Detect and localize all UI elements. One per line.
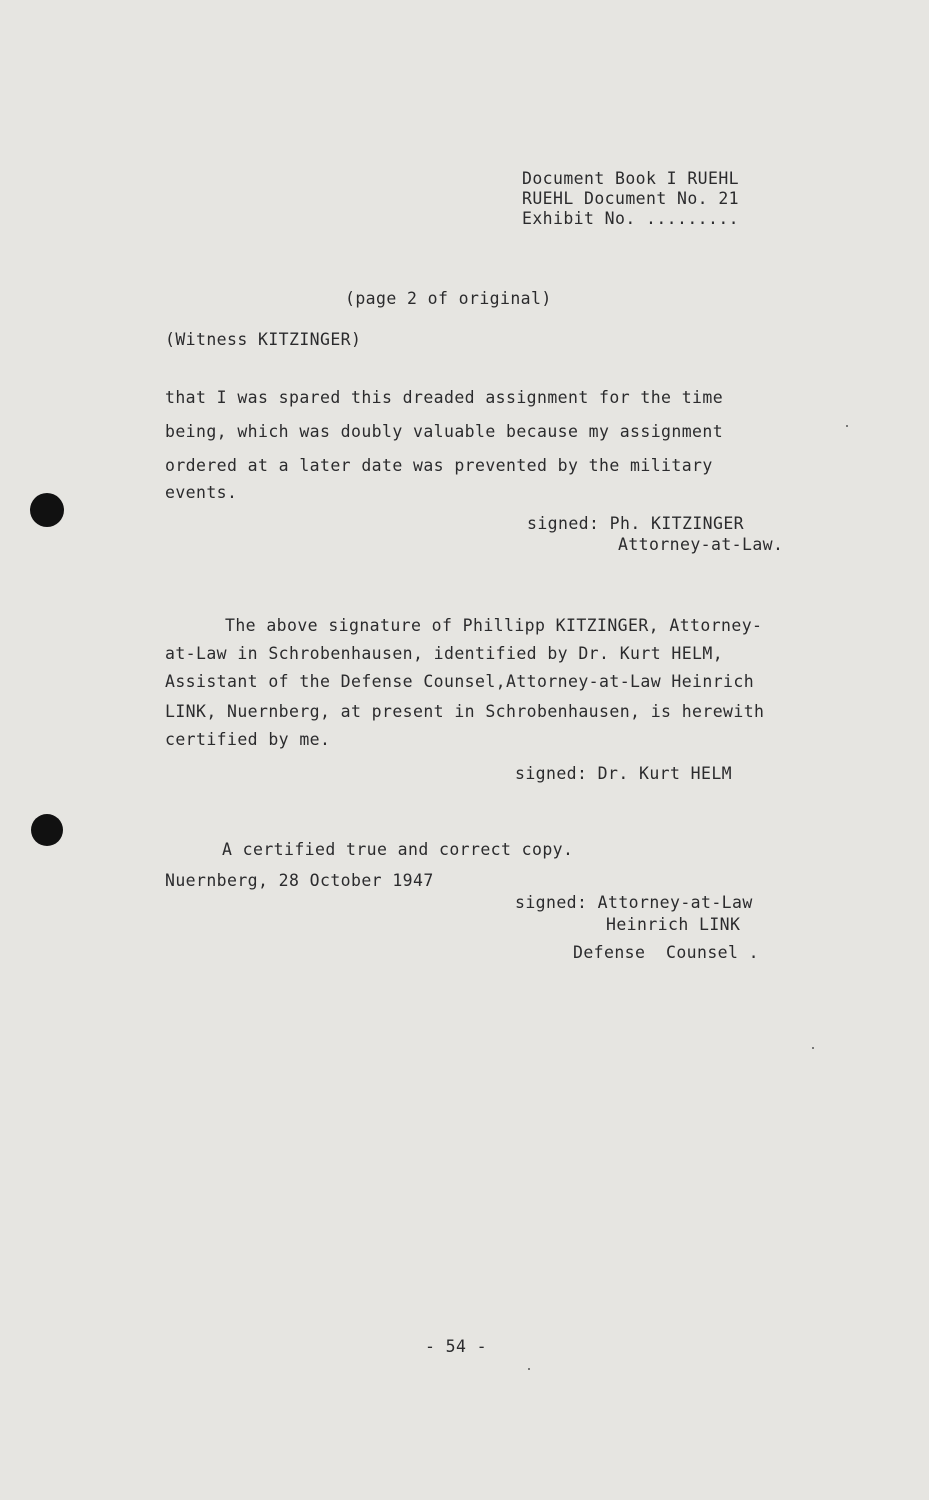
copy-statement: A certified true and correct copy. bbox=[222, 840, 574, 859]
signature-kitzinger-title: Attorney-at-Law. bbox=[618, 535, 784, 554]
certification-line-2: at-Law in Schrobenhausen, identified by Dr. Kurt HELM, bbox=[165, 644, 724, 663]
signature-helm: signed: Dr. Kurt HELM bbox=[515, 764, 733, 783]
header-document-number: RUEHL Document No. 21 bbox=[522, 189, 740, 208]
certification-line-3: Assistant of the Defense Counsel,Attorney-at-Law Heinrich bbox=[165, 672, 755, 691]
signature-link-role: Defense Counsel . bbox=[573, 943, 760, 962]
speck bbox=[812, 1047, 814, 1049]
page-reference: (page 2 of original) bbox=[345, 289, 552, 308]
certification-line-4: LINK, Nuernberg, at present in Schrobenhausen, is herewith bbox=[165, 702, 765, 721]
header-exhibit-number: Exhibit No. ......... bbox=[522, 209, 740, 228]
body-line-2: being, which was doubly valuable because my assignment bbox=[165, 422, 724, 441]
witness-label: (Witness KITZINGER) bbox=[165, 330, 362, 349]
header-document-book: Document Book I RUEHL bbox=[522, 169, 740, 188]
signature-kitzinger: signed: Ph. KITZINGER bbox=[527, 514, 745, 533]
body-line-4: events. bbox=[165, 483, 238, 502]
page-number: - 54 - bbox=[425, 1337, 488, 1356]
body-line-1: that I was spared this dreaded assignment for the time bbox=[165, 388, 724, 407]
speck bbox=[528, 1368, 530, 1370]
place-date: Nuernberg, 28 October 1947 bbox=[165, 871, 434, 890]
body-line-3: ordered at a later date was prevented by the military bbox=[165, 456, 713, 475]
certification-line-5: certified by me. bbox=[165, 730, 331, 749]
speck bbox=[846, 425, 848, 427]
signature-link: signed: Attorney-at-Law bbox=[515, 893, 753, 912]
punch-hole-bottom bbox=[31, 814, 63, 846]
signature-link-name: Heinrich LINK bbox=[606, 915, 741, 934]
certification-line-1: The above signature of Phillipp KITZINGER, Attorney- bbox=[225, 616, 763, 635]
punch-hole-top bbox=[30, 493, 64, 527]
